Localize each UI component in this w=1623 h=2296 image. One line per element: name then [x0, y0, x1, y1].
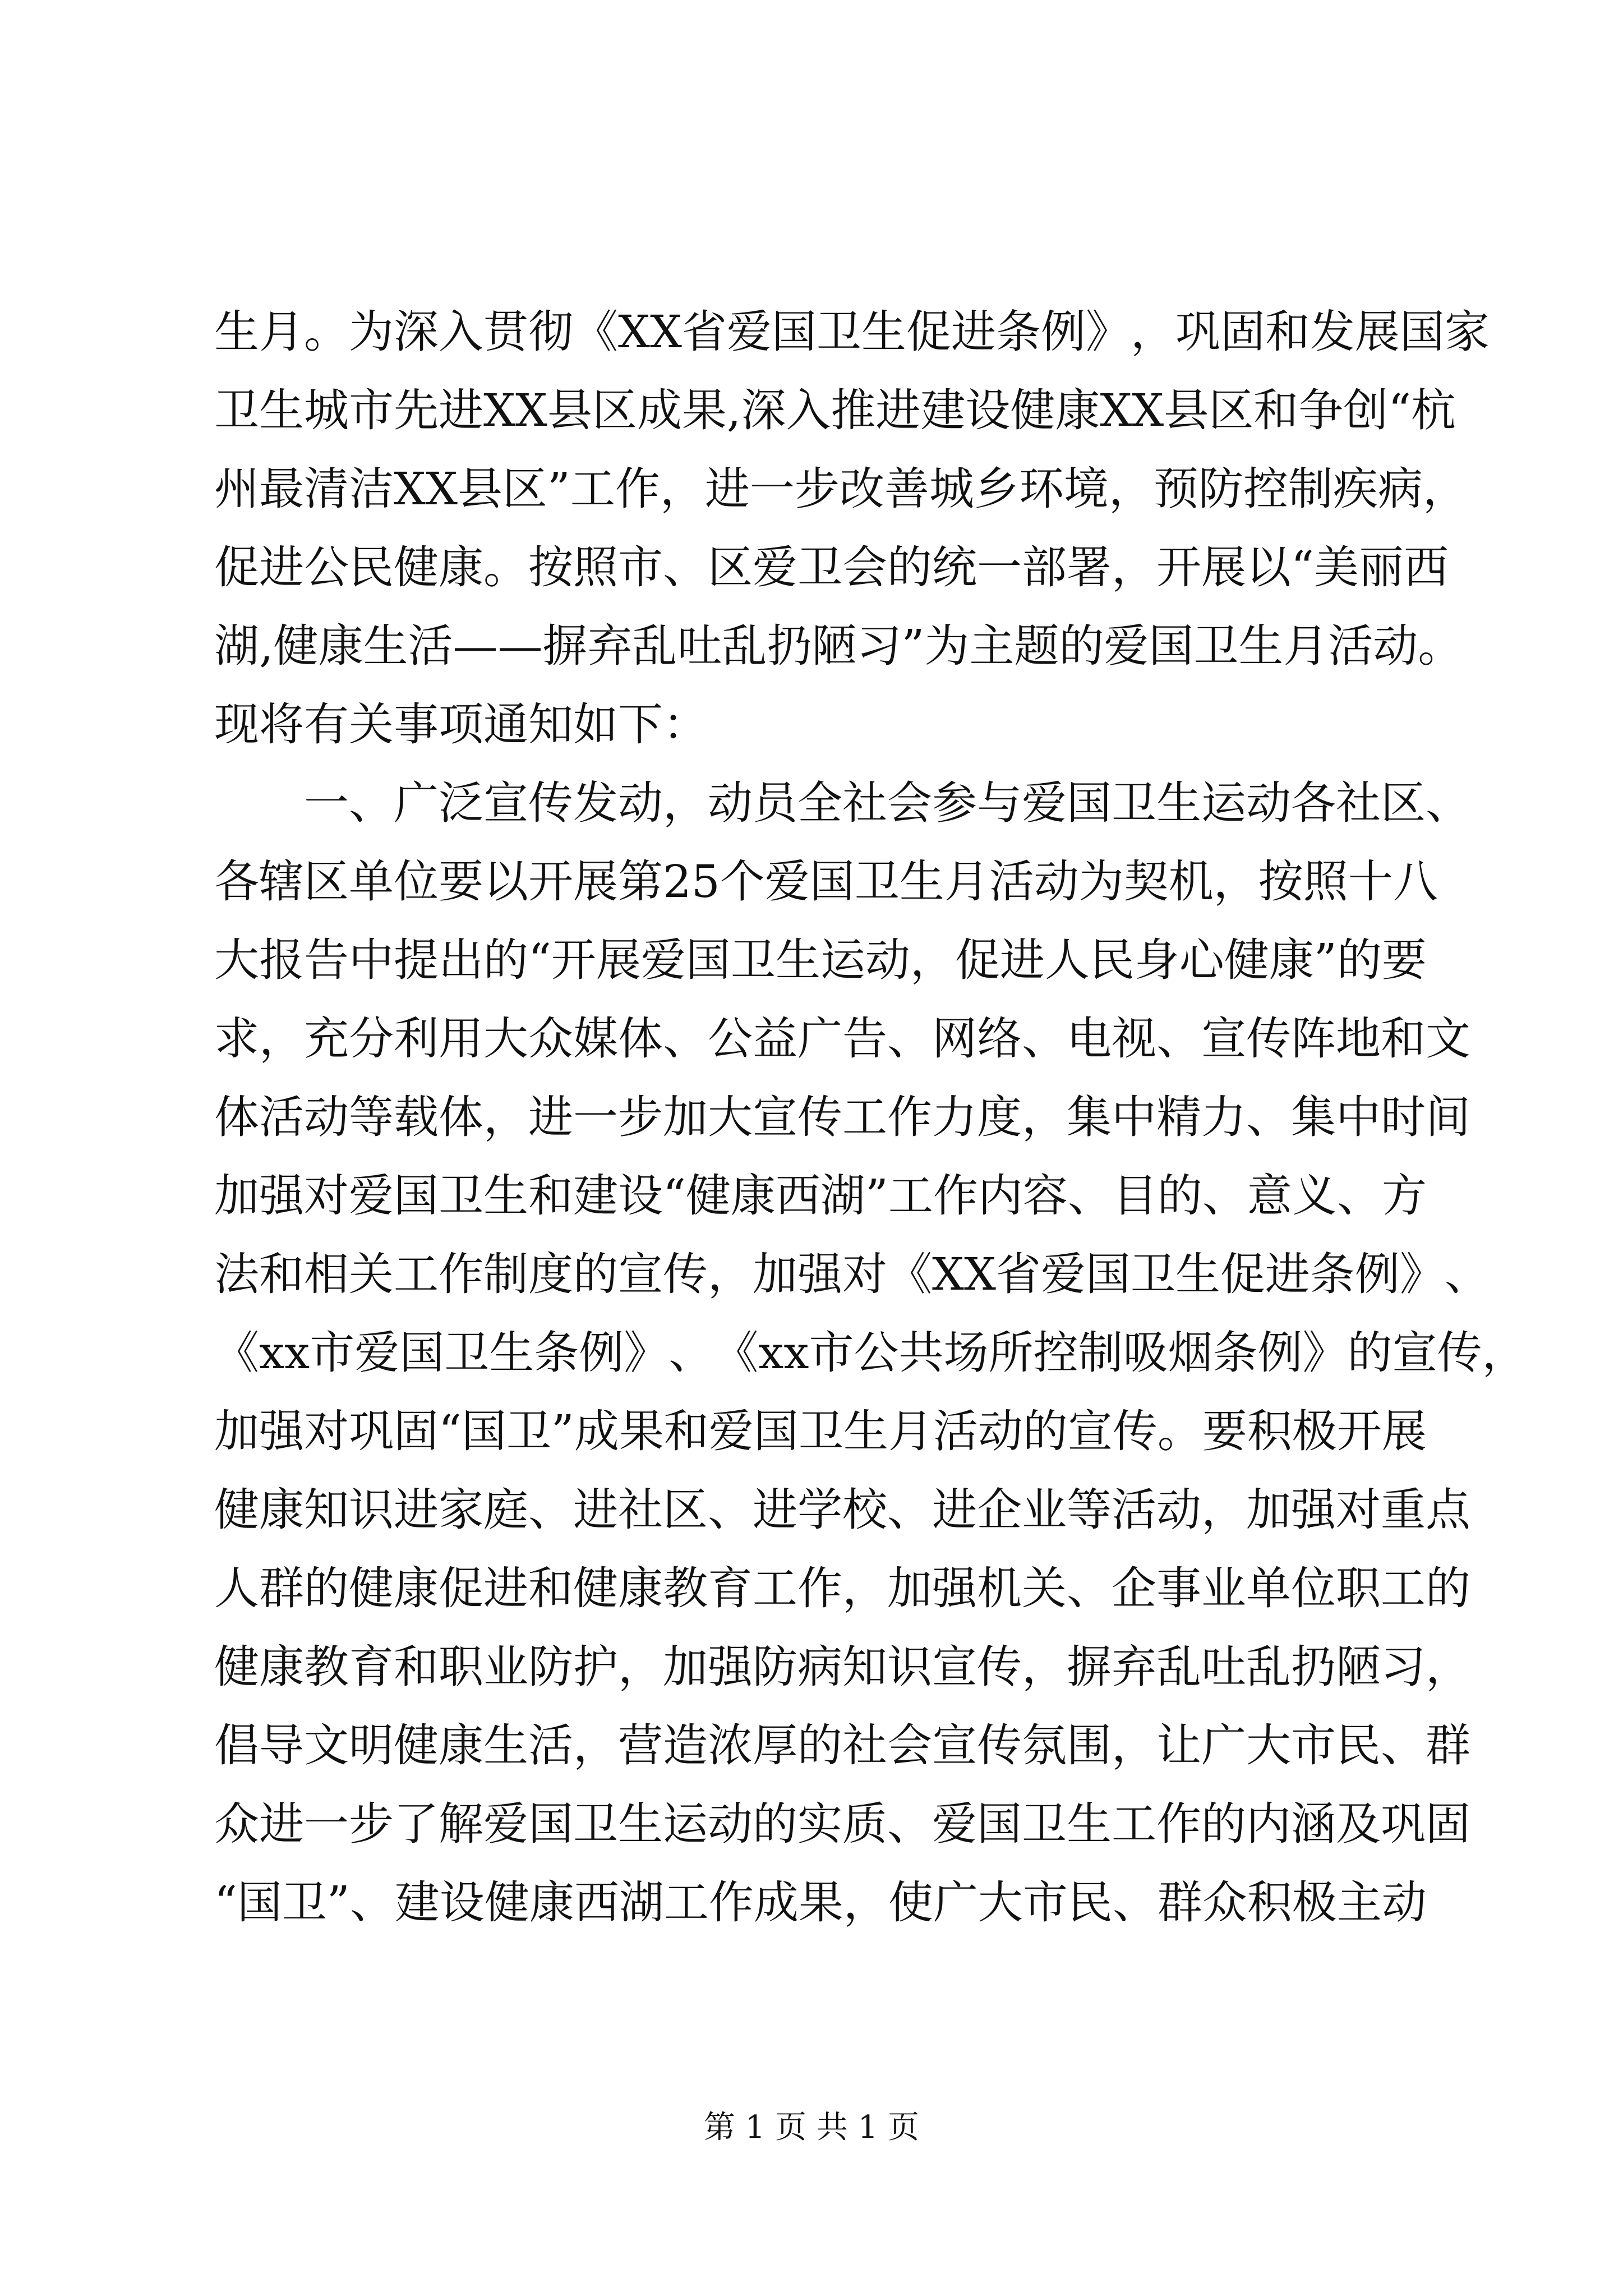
text-line: 倡 导 文 明 健 康 生 活 ， 营 造 浓 厚 的 社 会 宣 传 氛 围 ， 让 广 大 市 民 、 群 — [214, 1719, 1470, 1772]
text-line: 大 报 告 中 提 出 的 “ 开 展 爱 国 卫 生 运 动 ， 促 进 人 民 身 心 健 康 ” 的 要 — [214, 934, 1427, 986]
document-body — [214, 293, 1527, 1942]
text-line: 加 强 对 巩 固 “ 国 卫 ” 成 果 和 爱 国 卫 生 月 活 动 的 宣 传 。 要 积 极 开 展 — [214, 1405, 1427, 1457]
text-line: 促 进 公 民 健 康 。 按 照 市 、 区 爱 卫 会 的 统 一 部 署 ， 开 展 以 “ 美 丽 西 — [214, 541, 1449, 593]
text-line: 众 进 一 步 了 解 爱 国 卫 生 运 动 的 实 质 、 爱 国 卫 生 工 作 的 内 涵 及 巩 固 — [214, 1798, 1470, 1850]
text-line: 健 康 教 育 和 职 业 防 护 ， 加 强 防 病 知 识 宣 传 ， 摒 弃 乱 吐 乱 扔 陋 习 ， — [214, 1641, 1470, 1693]
text-line: 生 月 。 为 深 入 贯 彻 《 XX 省 爱 国 卫 生 促 进 条 例 》 ， 巩 固 和 发 展 国 家 — [214, 306, 1490, 358]
text-line: 体 活 动 等 载 体 ， 进 一 步 加 大 宣 传 工 作 力 度 ， 集 中 精 力 、 集 中 时 间 — [214, 1091, 1470, 1143]
text-line: “ 国 卫 ” 、 建 设 健 康 西 湖 工 作 成 果 ， 使 广 大 市 民 、 群 众 积 极 主 动 — [214, 1876, 1427, 1929]
page-footer: 第 1 页 共 1 页 — [703, 2109, 920, 2146]
text-line: 现将有关事项通知如下： — [214, 698, 708, 751]
text-line: 求 ， 充 分 利 用 大 众 媒 体 、 公 益 广 告 、 网 络 、 电 视 、 宣 传 阵 地 和 文 — [214, 1013, 1470, 1065]
text-line: 加 强 对 爱 国 卫 生 和 建 设 “ 健 康 西 湖 ” 工 作 内 容 、 目 的 、 意 义 、 方 — [214, 1170, 1427, 1222]
text-line: 湖 , 健 康 生 活 — — 摒 弃 乱 吐 乱 扔 陋 习 ” 为 主 题 的 爱 国 卫 生 月 活 动 。 — [214, 620, 1463, 672]
text-line: 人 群 的 健 康 促 进 和 健 康 教 育 工 作 ， 加 强 机 关 、 企 事 业 单 位 职 工 的 — [214, 1562, 1470, 1614]
text-line: 法 和 相 关 工 作 制 度 的 宣 传 ， 加 强 对 《 XX 省 爱 国 卫 生 促 进 条 例 》 、 — [214, 1248, 1490, 1300]
text-line: 各 辖 区 单 位 要 以 开 展 第 25 个 爱 国 卫 生 月 活 动 为 契 机 ， 按 照 十 八 — [214, 855, 1438, 908]
text-line: 健 康 知 识 进 家 庭 、 进 社 区 、 进 学 校 、 进 企 业 等 活 动 ， 加 强 对 重 点 — [214, 1484, 1470, 1536]
text-line: 卫 生 城 市 先 进 XX 县 区 成 果 , 深 入 推 进 建 设 健 康 XX 县 区 和 争 创 “ 杭 — [214, 384, 1456, 436]
text-line: 州 最 清 洁 XX 县 区 ” 工 作 ， 进 一 步 改 善 城 乡 环 境 ， 预 防 控 制 疾 病 ， — [214, 463, 1468, 515]
text-line: 一 、 广 泛 宣 传 发 动 ， 动 员 全 社 会 参 与 爱 国 卫 生 运 动 各 社 区 、 — [304, 777, 1470, 829]
text-line: 《 xx 市 爱 国 卫 生 条 例 》 、 《 xx 市 公 共 场 所 控 制 吸 烟 条 例 》 的 宣 传 ， — [214, 1327, 1527, 1379]
